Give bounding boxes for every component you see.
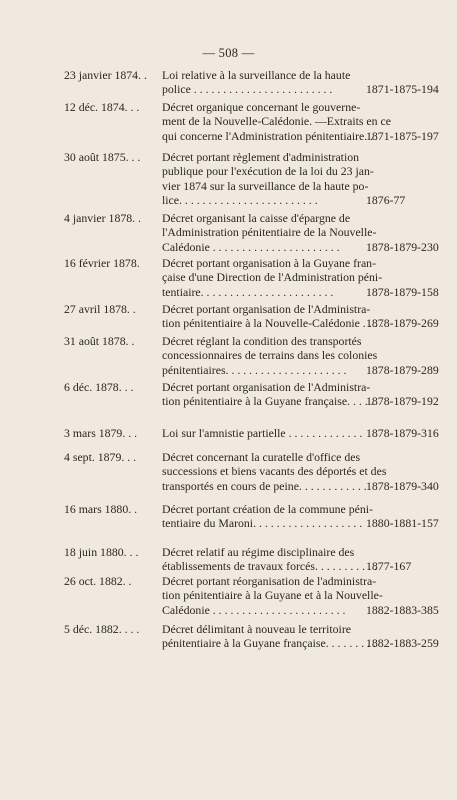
entry-date: 4 janvier 1878. . — [64, 211, 141, 225]
entry-reference: 1871-1875-194 — [366, 82, 439, 97]
entry-date: 27 avril 1878. . — [64, 302, 136, 316]
entry-date: 3 mars 1879. . . — [64, 426, 138, 440]
entry-description — [162, 150, 374, 208]
page-number: — 508 — — [202, 46, 255, 60]
entry-description-line: concessionnaires de terrains dans les colonies — [162, 348, 378, 363]
entry-description-line: police . . . . . . . . . . . . . . . . . . . . . . . . — [162, 82, 333, 97]
entry-description-line: vier 1874 sur la surveillance de la haute po- — [162, 178, 369, 193]
entry-description-line: Décret portant réorganisation de l'administra- — [162, 574, 377, 588]
entry-date: 26 oct. 1882. . — [64, 574, 132, 588]
entry-reference: 1878-1879-192 — [366, 394, 439, 409]
entry-description — [162, 545, 377, 574]
entry-date: 16 mars 1880. . — [64, 502, 138, 516]
entry-description — [162, 302, 384, 331]
entry-description-line: Loi sur l'amnistie partielle . . . . . . . . . . . . . — [162, 426, 363, 440]
entry-description-line: Loi relative à la surveillance de la haute — [162, 68, 351, 82]
entry-description — [162, 256, 383, 299]
entry-description-line: Calédonie . . . . . . . . . . . . . . . . . . . . . . . — [162, 602, 346, 617]
entry-description-line: publique pour l'exécution de la loi du 23 jan- — [162, 164, 374, 179]
entry-date: 18 juin 1880. . . — [64, 545, 139, 559]
entry-description-line: transportés en cours de peine. . . . . . . . . . . . — [162, 478, 367, 493]
entry-date: 5 déc. 1882. . . . — [64, 622, 140, 636]
entry-description-line: Décret délimitant à nouveau le territoire — [162, 622, 351, 636]
entry-description — [162, 68, 360, 97]
entry-description-line: Décret portant règlement d'administration — [162, 150, 360, 164]
entry-date: 31 août 1878. . — [64, 334, 135, 348]
entry-date: 30 août 1875. . . — [64, 150, 141, 164]
entry-description-line: Décret portant organisation de l'Administra- — [162, 302, 371, 316]
entry-date: 16 février 1878. — [64, 256, 140, 270]
entry-date: 6 déc. 1878. . . — [64, 380, 134, 394]
entry-description-line: successions et biens vacants des déportés et des — [162, 464, 387, 479]
entry-description-line: Décret portant organisation de l'Administra- — [162, 380, 371, 394]
entry-reference: 1878-1879-269 — [366, 316, 439, 331]
entry-reference: 1882-1883-385 — [366, 602, 439, 617]
entry-description-line: établissements de travaux forcés. . . . . . . . . . . — [162, 559, 377, 574]
entry-reference: 1878-1879-316 — [366, 426, 439, 440]
entry-description-line: l'Administration pénitentiaire de la Nouvelle- — [162, 225, 377, 240]
entry-reference: 1880-1881-157 — [366, 516, 439, 531]
entry-description-line: Décret organique concernant le gouverne- — [162, 100, 361, 114]
entry-reference: 1878-1879-230 — [366, 239, 439, 254]
entry-description-line: tentiaire du Maroni. . . . . . . . . . . . . . . . . . . — [162, 516, 363, 531]
entry-description-line: Décret relatif au régime disciplinaire des — [162, 545, 355, 559]
entry-reference: 1876-77 — [366, 193, 406, 208]
entry-reference: 1878-1879-158 — [366, 284, 439, 299]
entry-description-line: Décret portant création de la commune péni- — [162, 502, 373, 516]
entry-description-line: çaise d'une Direction de l'Administration péni- — [162, 270, 383, 285]
entry-description-line: lice. . . . . . . . . . . . . . . . . . . . . . . . — [162, 193, 318, 208]
entry-reference: 1882-1883-259 — [366, 636, 439, 651]
entry-description-line: pénitentiaires. . . . . . . . . . . . . . . . . . . . . — [162, 362, 347, 377]
entry-description-line: tentiaire. . . . . . . . . . . . . . . . . . . . . . . — [162, 284, 334, 299]
entry-description — [162, 334, 378, 377]
entry-description — [162, 622, 376, 651]
entry-description-line: Décret organisant la caisse d'épargne de — [162, 211, 351, 225]
entry-description — [162, 380, 374, 409]
entry-reference: 1878-1879-289 — [366, 362, 439, 377]
entry-description-line: pénitentiaire à la Guyane française. . . . . . . . . — [162, 636, 376, 651]
entry-description-line: Calédonie . . . . . . . . . . . . . . . . . . . . . . — [162, 239, 340, 254]
entry-description-line: tion pénitentiaire à la Nouvelle-Calédonie . . . . — [162, 316, 384, 331]
entry-description — [162, 426, 363, 440]
entry-description-line: qui concerne l'Administration pénitentiaire. . — [162, 128, 374, 143]
entry-description-line: Décret réglant la condition des transportés — [162, 334, 362, 348]
entry-date: 23 janvier 1874. . — [64, 68, 147, 82]
entry-description-line: Décret portant organisation à la Guyane fran- — [162, 256, 377, 270]
entry-description-line: tion pénitentiaire à la Guyane française. . . . . — [162, 394, 374, 409]
entry-description-line: Décret concernant la curatelle d'office des — [162, 450, 361, 464]
entry-description — [162, 211, 377, 254]
entry-description-line: ment de la Nouvelle-Calédonie. —Extraits en ce — [162, 114, 391, 129]
entry-description — [162, 450, 387, 493]
entry-description — [162, 100, 391, 143]
entry-reference: 1877-167 — [366, 559, 412, 574]
entry-description — [162, 574, 383, 617]
entry-reference: 1871-1875-197 — [366, 128, 439, 143]
entry-description — [162, 502, 373, 531]
entry-date: 4 sept. 1879. . . — [64, 450, 137, 464]
entry-date: 12 déc. 1874. . . — [64, 100, 140, 114]
entry-reference: 1878-1879-340 — [366, 478, 439, 493]
entry-description-line: tion pénitentiaire à la Guyane et à la Nouvelle- — [162, 588, 383, 603]
